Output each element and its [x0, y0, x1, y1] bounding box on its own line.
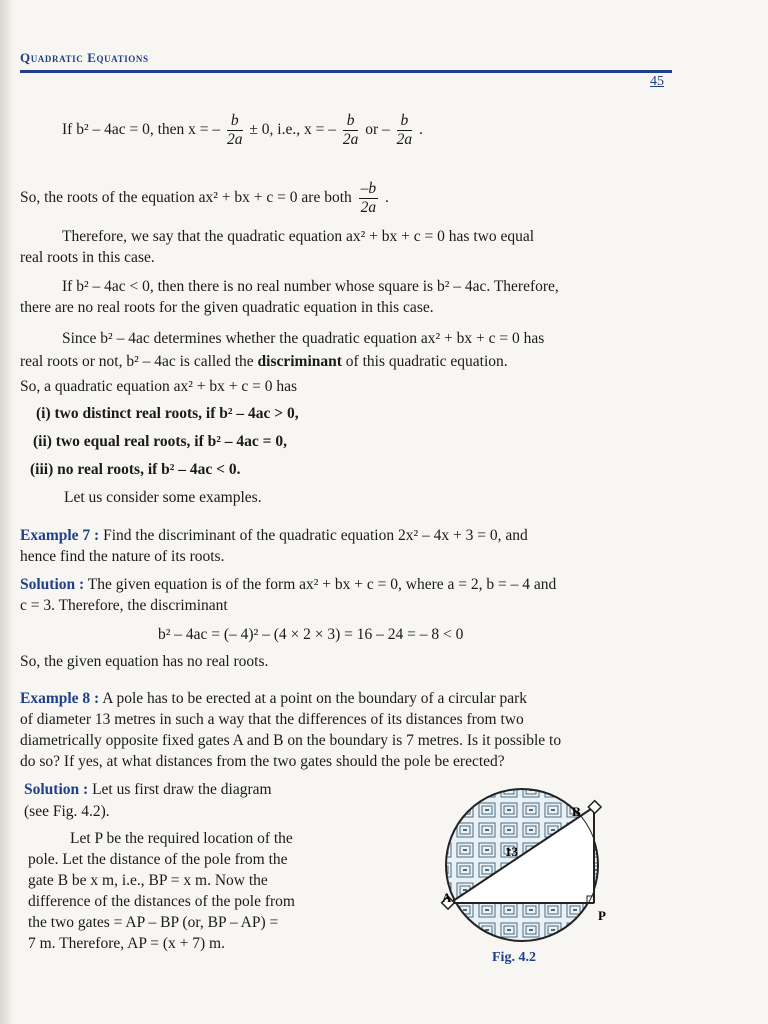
summary-item: (iii) no real roots, if b² – 4ac < 0.	[30, 461, 241, 478]
eq-middle: ± 0, i.e., x = –	[249, 121, 336, 139]
paragraph-line	[20, 353, 508, 371]
fraction	[397, 112, 413, 149]
label-diameter: 13	[505, 844, 518, 859]
paragraph-line: Therefore, we say that the quadratic equation ax² + bx + c = 0 has two equal	[62, 228, 535, 245]
page-number: 45	[650, 74, 664, 89]
gate-b-marker	[588, 801, 601, 814]
paragraph-line: the two gates = AP – BP (or, BP – AP) =	[28, 914, 279, 931]
eq-or: or –	[365, 121, 390, 139]
fraction-denominator: 2a	[360, 199, 377, 216]
paragraph-line: Let P be the required location of the	[70, 830, 293, 847]
text-span: A pole has to be erected at a point on the boundary of a circular park	[102, 690, 528, 707]
fraction	[227, 112, 243, 149]
text-span: Let us first draw the diagram	[92, 781, 272, 798]
paragraph-line: gate B be x m, i.e., BP = x m. Now the	[28, 872, 268, 889]
paragraph-line: 7 m. Therefore, AP = (x + 7) m.	[28, 935, 225, 952]
text-span: of this quadratic equation.	[341, 353, 508, 370]
paragraph-line: (see Fig. 4.2).	[24, 803, 110, 820]
eq-prefix: If b² – 4ac = 0, then x = –	[62, 121, 221, 139]
chapter-header: Quadratic Equations	[20, 50, 149, 65]
summary-item: (i) two distinct real roots, if b² – 4ac > 0,	[36, 405, 299, 422]
fraction	[343, 112, 359, 149]
example-label: Example 7 :	[20, 527, 100, 544]
solution-line	[20, 576, 556, 594]
paragraph-line: real roots in this case.	[20, 249, 155, 266]
discriminant-term: discriminant	[257, 353, 342, 370]
figure-caption: Fig. 4.2	[492, 950, 536, 965]
discriminant-calculation: b² – 4ac = (– 4)² – (4 × 2 × 3) = 16 – 24 = – 8 < 0	[158, 626, 464, 643]
paragraph-line: c = 3. Therefore, the discriminant	[20, 597, 228, 614]
fraction-numerator: b	[227, 112, 243, 131]
paragraph-line: there are no real roots for the given quadratic equation in this case.	[20, 299, 434, 316]
fraction-numerator: b	[343, 112, 359, 131]
paragraph-line: diametrically opposite fixed gates A and B on the boundary is 7 metres. Is it possible to	[20, 732, 562, 749]
fraction-denominator: 2a	[396, 131, 413, 148]
example-label: Example 8 :	[20, 690, 100, 707]
roots-text: So, the roots of the equation ax² + bx + c = 0 are both	[20, 189, 352, 207]
fraction-denominator: 2a	[227, 131, 243, 148]
example-7-line	[20, 527, 528, 545]
paragraph-line: of diameter 13 metres in such a way that the differences of its distances from two	[20, 711, 524, 728]
solution-label: Solution :	[24, 781, 89, 798]
fraction	[359, 180, 379, 217]
text-span: The given equation is of the form ax² + bx + c = 0, where a = 2, b = – 4 and	[87, 576, 557, 593]
figure-4-2-diagram	[432, 780, 622, 950]
paragraph-line: do so? If yes, at what distances from the two gates should the pole be erected?	[20, 753, 505, 770]
summary-outro: Let us consider some examples.	[64, 489, 262, 506]
paragraph-line: pole. Let the distance of the pole from the	[28, 851, 288, 868]
label-p: P	[598, 908, 606, 923]
roots-end: .	[385, 189, 389, 207]
paragraph-line: If b² – 4ac < 0, then there is no real number whose square is b² – 4ac. Therefore,	[62, 278, 559, 295]
label-b: B	[572, 804, 581, 819]
example-8-line	[20, 690, 527, 708]
label-a: A	[442, 890, 452, 905]
fraction-denominator: 2a	[342, 131, 359, 148]
equation-line	[62, 112, 423, 149]
solution-label: Solution :	[20, 576, 85, 593]
fraction-numerator: –b	[360, 180, 377, 197]
text-span: Find the discriminant of the quadratic equation 2x² – 4x + 3 = 0, and	[103, 527, 528, 544]
eq-end: .	[419, 121, 423, 139]
summary-intro: So, a quadratic equation ax² + bx + c = 0 has	[20, 378, 298, 395]
paragraph-line: So, the given equation has no real roots.	[20, 653, 269, 670]
paragraph-line: difference of the distances of the pole from	[28, 893, 295, 910]
paragraph-line: hence find the nature of its roots.	[20, 548, 225, 565]
summary-item: (ii) two equal real roots, if b² – 4ac = 0,	[33, 433, 287, 450]
solution-line	[24, 781, 272, 799]
fraction-numerator: b	[397, 112, 413, 131]
page-edge-shadow	[0, 0, 14, 1024]
paragraph-line: Since b² – 4ac determines whether the quadratic equation ax² + bx + c = 0 has	[62, 330, 545, 347]
text-span: real roots or not, b² – 4ac is called the	[20, 353, 258, 370]
header-rule	[20, 70, 672, 73]
roots-line	[20, 180, 389, 217]
